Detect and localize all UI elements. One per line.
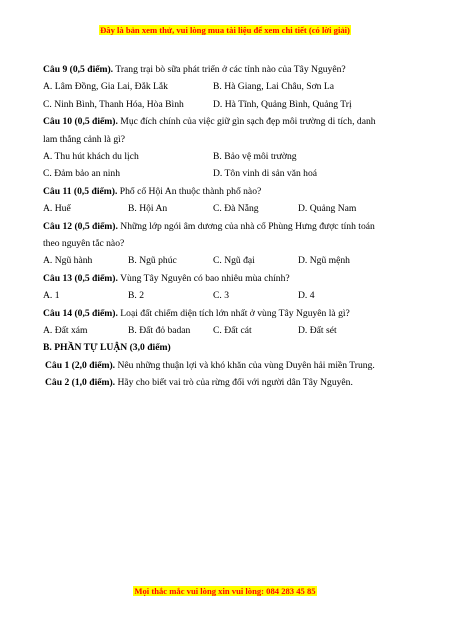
question-11-option-d: D. Quảng Nam xyxy=(298,203,357,215)
question-13-text: Vùng Tây Nguyên có bao nhiêu mùa chính? xyxy=(117,272,290,284)
question-10-option-d: D. Tôn vinh di sản văn hoá xyxy=(213,168,318,180)
question-13-label: Câu 13 (0,5 điểm). xyxy=(43,272,118,284)
question-11-option-a: A. Huế xyxy=(43,203,71,215)
question-12-options xyxy=(43,252,383,269)
section-b-title: B. PHẦN TỰ LUẬN (3,0 điểm) xyxy=(43,342,171,354)
question-13-option-b: B. 2 xyxy=(128,290,144,302)
question-12-label: Câu 12 (0,5 điểm). xyxy=(43,220,118,232)
essay-question-1-text: Nêu những thuận lợi và khó khăn của vùng Duyên hải miền Trung. xyxy=(115,359,375,371)
question-12-text: Những lớp ngói âm dương của nhà cổ Phùng Hưng được tính toán theo nguyên tắc nào? xyxy=(43,220,375,249)
question-11-options xyxy=(43,200,383,217)
question-9-option-d: D. Hà Tĩnh, Quảng Bình, Quảng Trị xyxy=(213,98,352,110)
essay-question-2 xyxy=(43,374,383,391)
question-14-options xyxy=(43,322,383,339)
question-14-option-a: A. Đất xám xyxy=(43,324,88,336)
question-14-option-d: D. Đất sét xyxy=(298,324,337,336)
essay-question-1 xyxy=(43,357,383,374)
question-14-label: Câu 14 (0,5 điểm). xyxy=(43,307,118,319)
question-9-text: Trang trại bò sữa phát triển ở các tỉnh nào của Tây Nguyên? xyxy=(113,64,346,75)
question-10-options-row-1 xyxy=(43,148,383,165)
question-11-option-b: B. Hội An xyxy=(128,203,168,215)
preview-notice-text: Đây là bản xem thử, vui lòng mua tài liệu để xem chi tiết (có lời giải) xyxy=(100,25,350,35)
question-9-option-b: B. Hà Giang, Lai Châu, Sơn La xyxy=(213,81,334,93)
question-11-label: Câu 11 (0,5 điểm). xyxy=(43,185,118,197)
question-10-option-b: B. Bảo vệ môi trường xyxy=(213,150,297,162)
essay-question-2-label: Câu 2 (1,0 điểm). xyxy=(45,377,116,389)
question-12-option-b: B. Ngũ phúc xyxy=(128,255,177,267)
question-9-options-row-2 xyxy=(43,96,383,113)
question-13-option-a: A. 1 xyxy=(43,290,60,302)
question-12-option-c: C. Ngũ đại xyxy=(213,255,255,267)
question-11-text: Phố cổ Hội An thuộc thành phố nào? xyxy=(117,185,262,197)
question-9 xyxy=(43,61,383,78)
question-14-option-c: C. Đất cát xyxy=(213,324,252,336)
question-9-options-row-1 xyxy=(43,78,383,95)
question-13-options xyxy=(43,287,383,304)
question-10-options-row-2 xyxy=(43,165,383,182)
question-11 xyxy=(43,183,383,200)
question-13-option-d: D. 4 xyxy=(298,290,315,302)
contact-footer-text: Mọi thắc mắc vui lòng xin vui lòng: 084 283 45 85 xyxy=(134,586,316,596)
question-10-label: Câu 10 (0,5 điểm). xyxy=(43,116,118,128)
question-12-option-d: D. Ngũ mệnh xyxy=(298,255,350,267)
preview-notice-banner xyxy=(0,25,450,36)
question-12-option-a: A. Ngũ hành xyxy=(43,255,93,267)
question-10-option-a: A. Thu hút khách du lịch xyxy=(43,150,139,162)
question-12 xyxy=(43,218,383,253)
question-14-option-b: B. Đất đỏ badan xyxy=(128,324,191,336)
question-9-option-c: C. Ninh Bình, Thanh Hóa, Hòa Bình xyxy=(43,98,184,110)
question-11-option-c: C. Đà Nẵng xyxy=(213,203,259,215)
question-10-option-c: C. Đảm bảo an ninh xyxy=(43,168,121,180)
essay-question-1-label: Câu 1 (2,0 điểm). xyxy=(45,359,116,371)
question-10 xyxy=(43,113,383,148)
question-13-option-c: C. 3 xyxy=(213,290,229,302)
document-body xyxy=(43,61,383,391)
question-13 xyxy=(43,270,383,287)
question-9-option-a: A. Lâm Đồng, Gia Lai, Đắk Lắk xyxy=(43,81,168,93)
question-10-text: Mục đích chính của việc giữ gìn sạch đẹp môi trường di tích, danh lam thắng cảnh là gì? xyxy=(43,116,376,145)
question-9-label: Câu 9 (0,5 điểm). xyxy=(43,64,114,75)
contact-footer-banner xyxy=(0,586,450,597)
question-14 xyxy=(43,305,383,322)
question-14-text: Loại đất chiếm diện tích lớn nhất ở vùng Tây Nguyên là gì? xyxy=(117,307,350,319)
essay-question-2-text: Hãy cho biết vai trò của rừng đối với người dân Tây Nguyên. xyxy=(115,377,353,389)
